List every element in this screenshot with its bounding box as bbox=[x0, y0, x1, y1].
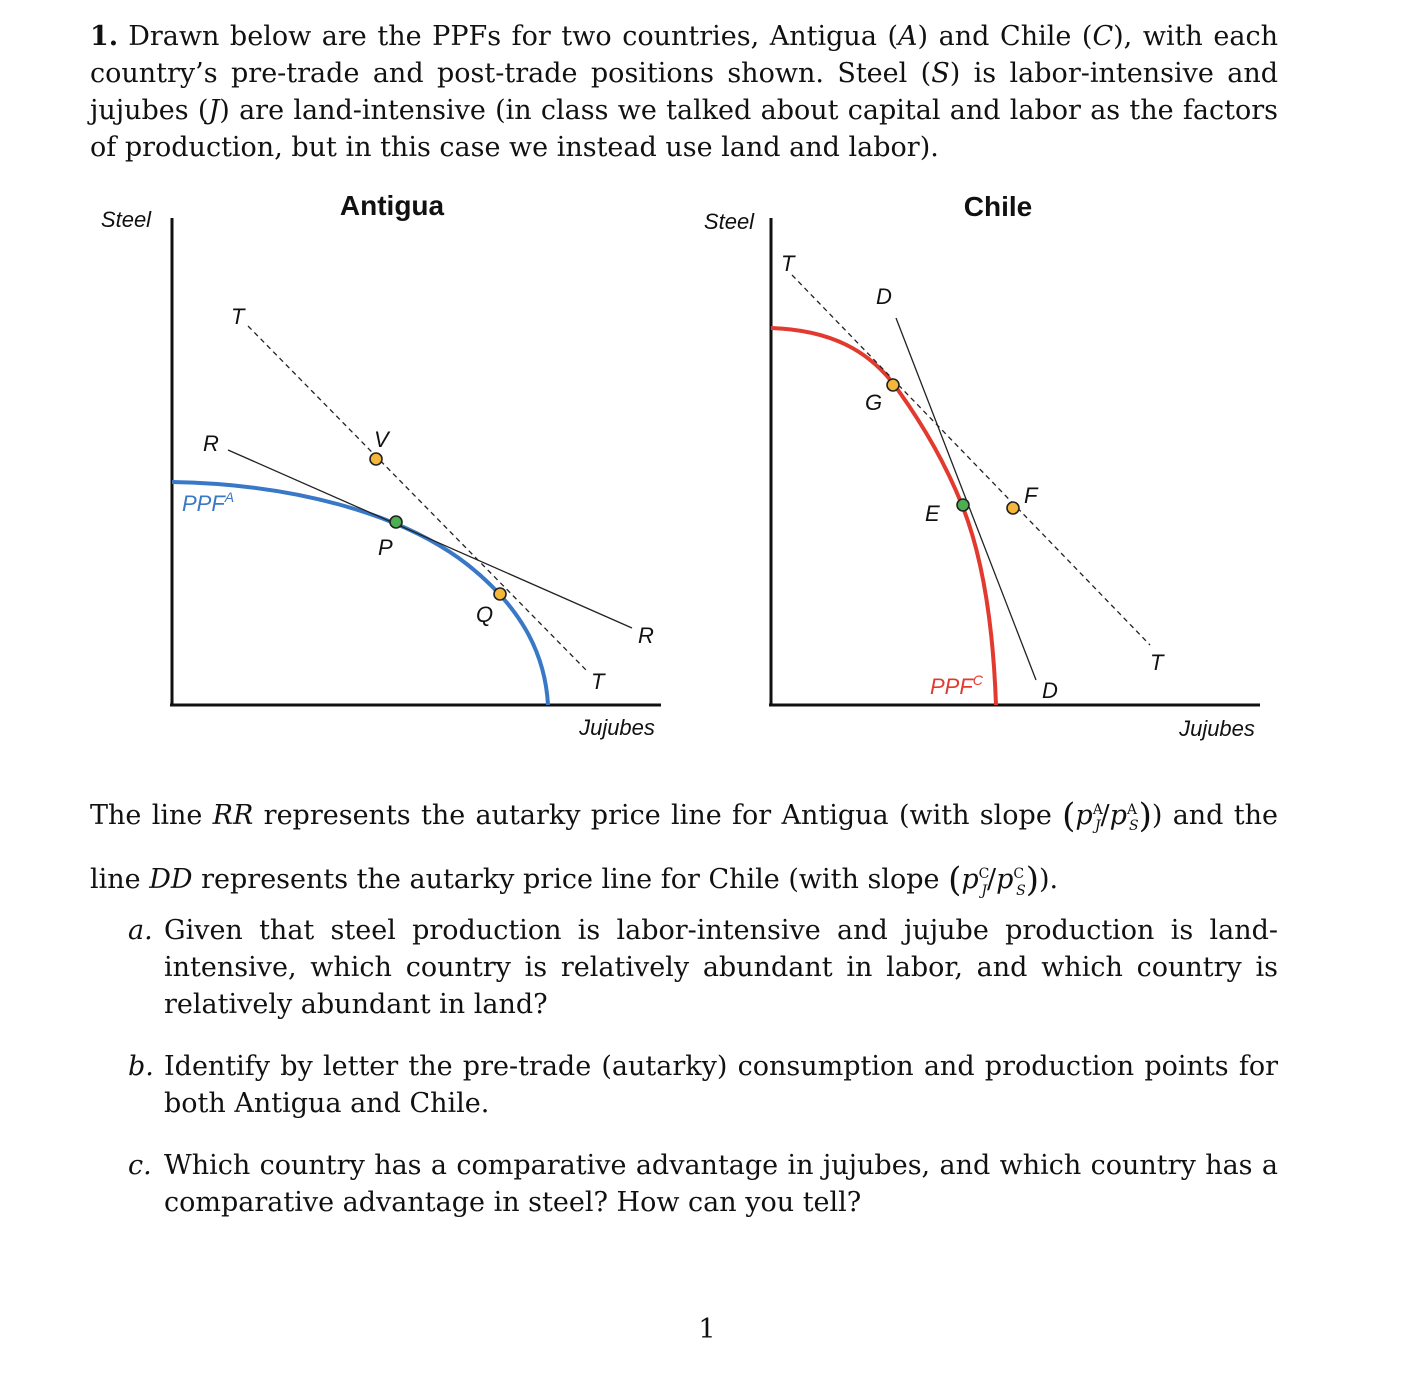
part-a-text: Given that steel production is labor-intensive and jujube production is land-intensive, which country is relatively abundant in labor, and which country is relatively abundant in land? bbox=[164, 915, 1278, 1020]
chile-panel bbox=[704, 191, 1260, 741]
part-c bbox=[128, 1147, 1278, 1221]
antigua-tt-line bbox=[248, 326, 588, 672]
part-c-text: Which country has a comparative advantage in jujubes, and which country has a comparative advantage in steel? How can you tell? bbox=[164, 1150, 1278, 1218]
chile-label-e: E bbox=[925, 501, 940, 526]
antigua-label-q: Q bbox=[476, 602, 494, 627]
antigua-r-end-label: R bbox=[638, 623, 654, 648]
chile-ppf-curve bbox=[771, 328, 996, 705]
antigua-ppf-label: $PPF^A$ bbox=[182, 489, 235, 516]
antigua-point-p bbox=[390, 516, 402, 528]
ppf-figures bbox=[0, 180, 1414, 760]
chile-t-start-label: T bbox=[781, 251, 795, 276]
part-b bbox=[128, 1048, 1278, 1122]
antigua-ppf-curve bbox=[172, 482, 548, 705]
chile-point-f bbox=[1007, 502, 1019, 514]
antigua-point-q bbox=[494, 588, 506, 600]
chile-t-end-label: T bbox=[1150, 650, 1164, 675]
page-number: 1 bbox=[698, 1314, 716, 1345]
antigua-title: Antigua bbox=[339, 190, 445, 221]
antigua-label-v: V bbox=[374, 427, 389, 452]
explanation-paragraph: The line RR represents the autarky price line for Antigua (with slope $(p^A_J/p^A_S)$) and the line DD represents the autarky price line for Chile (with slope $(p^C_J/p^C_S)$). bbox=[90, 796, 1279, 901]
chile-point-e bbox=[957, 499, 969, 511]
chile-d-start-label: D bbox=[876, 284, 892, 309]
antigua-panel bbox=[101, 190, 661, 740]
chile-d-end-label: D bbox=[1042, 678, 1058, 703]
antigua-t-end-label: T bbox=[591, 669, 605, 694]
chile-point-g bbox=[887, 379, 899, 391]
chile-title: Chile bbox=[963, 191, 1033, 222]
chile-tt-line bbox=[792, 275, 1150, 645]
antigua-label-p: P bbox=[378, 535, 393, 560]
question-intro: 1. Drawn below are the PPFs for two countries, Antigua (A) and Chile (C), with each country’s pre-trade and post-trade positions shown. Steel (S) is labor-intensive and jujubes (J) are land-intensive (in class we talked about capital and labor as the factors of production, but in this case we instead use land and labor). bbox=[90, 21, 1279, 163]
part-b-marker: b. bbox=[128, 1051, 154, 1082]
antigua-rr-line bbox=[228, 450, 632, 628]
part-a-marker: a. bbox=[128, 915, 153, 946]
antigua-t-start-label: T bbox=[231, 304, 245, 329]
chile-label-f: F bbox=[1024, 483, 1038, 508]
chile-ppf-label: $PPF^C$ bbox=[930, 672, 983, 699]
part-c-marker: c. bbox=[128, 1150, 152, 1181]
chile-label-g: G bbox=[865, 390, 883, 415]
chile-y-label: Steel bbox=[703, 209, 755, 234]
antigua-point-v bbox=[370, 453, 382, 465]
antigua-x-label: Jujubes bbox=[579, 715, 655, 740]
antigua-y-label: Steel bbox=[100, 207, 152, 232]
question-number: 1. bbox=[90, 21, 119, 52]
part-b-text: Identify by letter the pre-trade (autarky) consumption and production points for both Antigua and Chile. bbox=[164, 1051, 1278, 1119]
antigua-r-start-label: R bbox=[203, 431, 219, 456]
part-a bbox=[128, 912, 1278, 1023]
chile-x-label: Jujubes bbox=[1179, 716, 1255, 741]
